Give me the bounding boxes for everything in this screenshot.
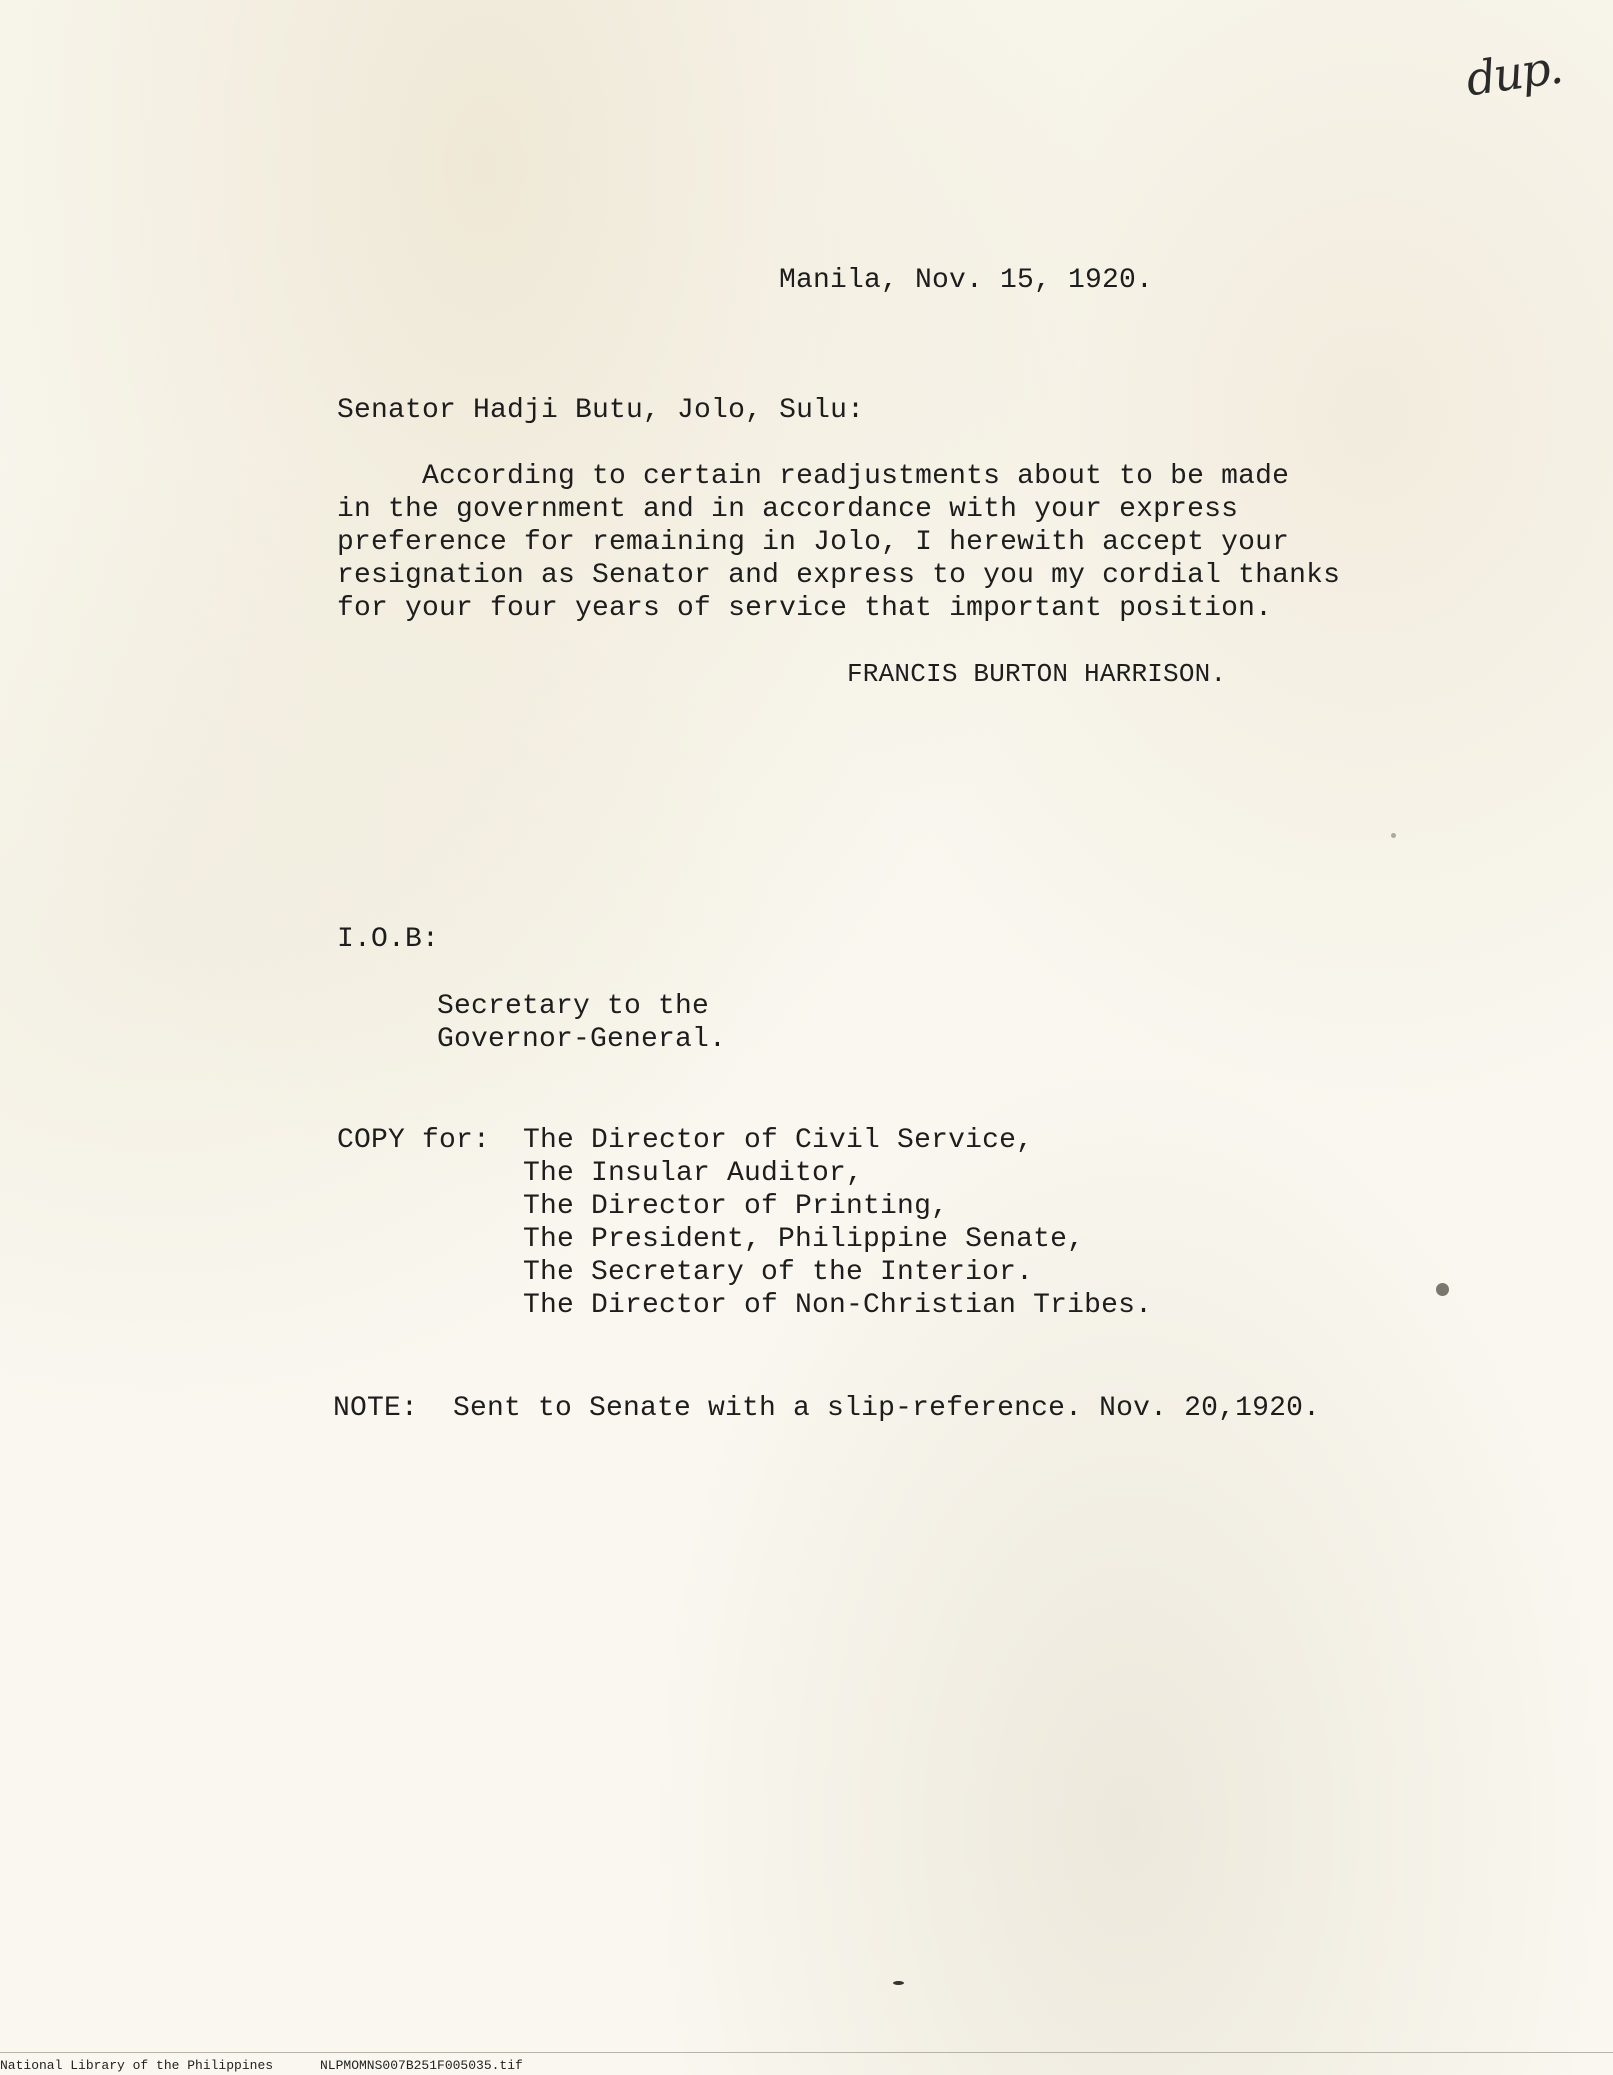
addressee: Senator Hadji Butu, Jolo, Sulu: <box>337 395 865 426</box>
copy-recipient: The Director of Non-Christian Tribes. <box>523 1290 1153 1321</box>
dateline: Manila, Nov. 15, 1920. <box>779 265 1154 296</box>
copy-recipient: The President, Philippine Senate, <box>523 1224 1085 1255</box>
note-text: Sent to Senate with a slip-reference. Nov. 20,1920. <box>453 1393 1321 1424</box>
paper-stain <box>1436 1283 1449 1296</box>
body-line: According to certain readjustments about to be made <box>337 461 1290 492</box>
copy-recipient: The Secretary of the Interior. <box>523 1257 1034 1288</box>
body-line: in the government and in accordance with your express <box>337 494 1239 525</box>
footer-filename: NLPMOMNS007B251F005035.tif <box>320 2058 523 2073</box>
iob-line: Governor-General. <box>437 1024 727 1055</box>
footer-divider <box>0 2052 1613 2053</box>
note-label: NOTE: <box>333 1393 419 1424</box>
body-line: for your four years of service that important position. <box>337 593 1273 624</box>
paper-stain <box>893 1981 904 1985</box>
body-line: resignation as Senator and express to you my cordial thanks <box>337 560 1341 591</box>
iob-recipient <box>437 990 726 1056</box>
iob-line: Secretary to the <box>437 991 710 1022</box>
copy-recipient: The Insular Auditor, <box>523 1158 864 1189</box>
signature: FRANCIS BURTON HARRISON. <box>847 659 1227 689</box>
paper-stain <box>1391 833 1396 838</box>
body-line: preference for remaining in Jolo, I herewith accept your <box>337 527 1290 558</box>
copy-recipient: The Director of Printing, <box>523 1191 949 1222</box>
copy-recipient: The Director of Civil Service, <box>523 1125 1034 1156</box>
copy-for-label: COPY for: <box>337 1125 491 1156</box>
iob-label: I.O.B: <box>337 924 440 955</box>
letter-body <box>337 460 1340 625</box>
handwritten-annotation: dup. <box>1462 39 1565 107</box>
copy-for-list <box>523 1124 1152 1322</box>
footer-source: National Library of the Philippines <box>0 2058 274 2073</box>
